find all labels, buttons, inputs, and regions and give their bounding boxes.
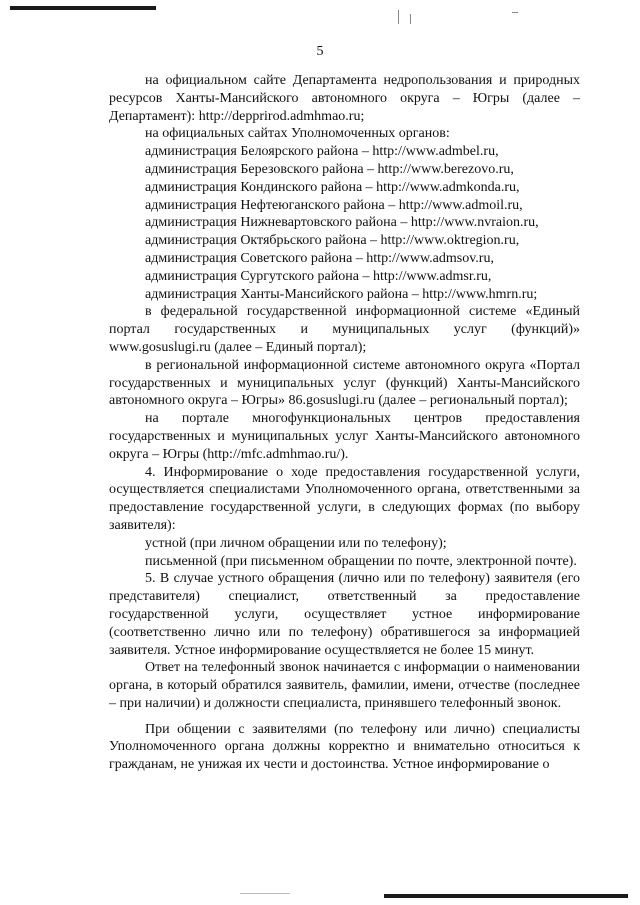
paragraph: устной (при личном обращении или по телефону);: [145, 535, 447, 551]
paragraph: администрация Ханты-Мансийского района – http://www.hmrn.ru;: [145, 286, 538, 302]
paragraph: письменной (при письменном обращении по почте, электронной почте).: [145, 553, 577, 569]
scan-speck: [398, 10, 399, 24]
paragraph: 5. В случае устного обращения (лично или по телефону) заявителя (его представителя) специалист, ответственный за предоставление государственной услуги, осуществляет устное информирование (соответственно лично или по телефону) обратившегося за информацией заявителя. Устное информирование осуществляется не более 15 минут.: [109, 571, 580, 658]
paragraph: на официальном сайте Департамента недропользования и природных ресурсов Ханты-Мансийского автономного округа – Югры (далее – Департамент): http://depprirod.admhmao.ru;: [109, 73, 580, 124]
page-number: 5: [316, 44, 324, 59]
paragraph: в федеральной государственной информационной системе «Единый портал государственных и муниципальных услуг (функций)» www.gosuslugi.ru (далее – Единый портал);: [109, 304, 580, 355]
document-body: [109, 72, 580, 774]
paragraph: администрация Белоярского района – http://www.admbel.ru,: [145, 144, 499, 160]
scan-speck: [240, 893, 290, 894]
paragraph: администрация Сургутского района – http://www.admsr.ru,: [145, 268, 492, 284]
paragraph: администрация Березовского района – http://www.berezovo.ru,: [145, 161, 514, 177]
paragraph: 4. Информирование о ходе предоставления государственной услуги, осуществляется специалистами Уполномоченного органа, ответственными за предоставление государственной услуги, в следующих формах (по выбору заявителя):: [109, 464, 580, 533]
scan-speck: [410, 14, 411, 24]
paragraph: на официальных сайтах Уполномоченных органов:: [145, 126, 450, 142]
paragraph: в региональной информационной системе автономного округа «Портал государственных и муниципальных услуг (функций) Ханты-Мансийского автономного округа – Югры» 86.gosuslugi.ru (далее – региональный портал);: [109, 357, 580, 409]
paragraph: на портале многофункциональных центров предоставления государственных и муниципальных услуг Ханты-Мансийского автономного округа – Югры (http://mfc.admhmao.ru/).: [109, 411, 580, 462]
scan-border-top: [10, 6, 156, 10]
paragraph: Ответ на телефонный звонок начинается с информации о наименовании органа, в который обратился заявитель, фамилии, имени, отчестве (последнее – при наличии) и должности специалиста, принявшего телефонный звонок.: [109, 660, 580, 711]
paragraph: администрация Советского района – http://www.admsov.ru,: [145, 250, 494, 266]
paragraph: администрация Кондинского района – http://www.admkonda.ru,: [145, 179, 520, 195]
paragraph: администрация Октябрьского района – http://www.oktregion.ru,: [145, 233, 520, 249]
scan-speck: [512, 12, 518, 13]
paragraph: администрация Нижневартовского района – http://www.nvraion.ru,: [145, 215, 539, 231]
scan-border-bottom: [384, 894, 628, 898]
paragraph: При общении с заявителями (по телефону или лично) специалисты Уполномоченного органа должны корректно и внимательно относиться к гражданам, не унижая их чести и достоинства. Устное информирование о: [109, 721, 580, 773]
paragraph: администрация Нефтеюганского района – http://www.admoil.ru,: [145, 197, 523, 213]
